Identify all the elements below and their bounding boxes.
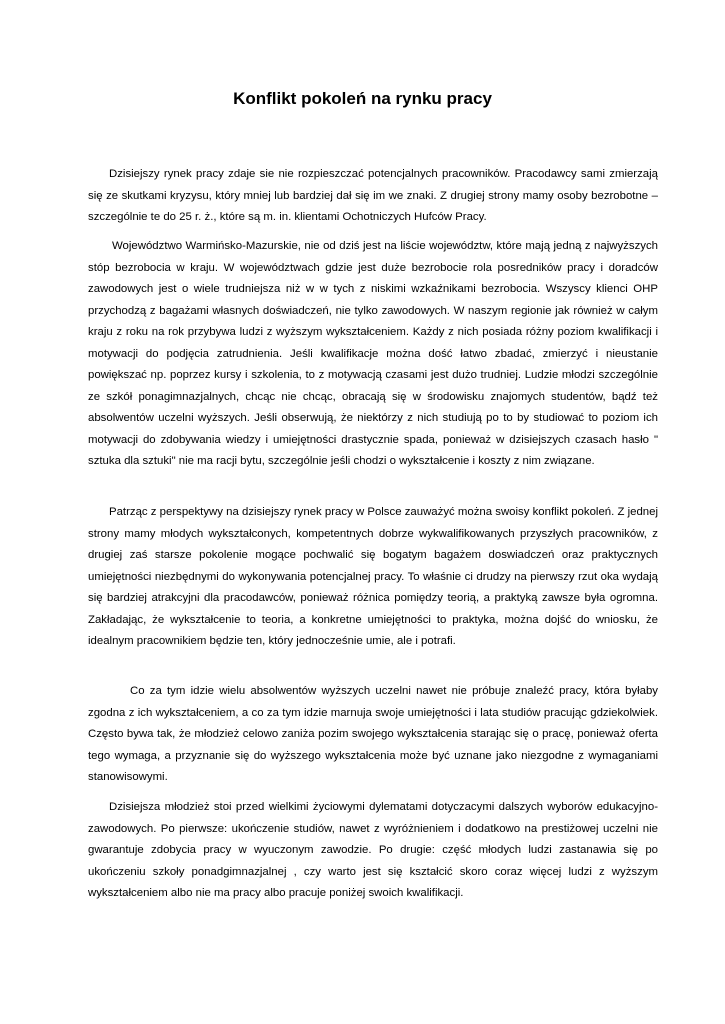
paragraph-4: Co za tym idzie wielu absolwentów wyższych uczelni nawet nie próbuje znaleźć pracy, która byłaby zgodna z ich wykształceniem, a co za tym idzie marnuja swoje umiejętności i lata studiów pracując gdziekolwiek. Często bywa tak, że młodzież celowo zaniża pozim swojego wykształcenia starając się o pracę, ponieważ oferta tego wymaga, a przyznanie się do wyższego wykształcenia może być uznane jako niezgodne z wymaganiami stanowisowymi.: [88, 685, 658, 783]
paragraph-5: Dzisiejsza młodzież stoi przed wielkimi życiowymi dylematami dotyczacymi dalszych wyborów edukacyjno-zawodowych. Po pierwsze: ukończenie studiów, nawet z wyróżnieniem i dodatkowo na prestiżowej uczelni nie gwarantuje zdobycia pracy w wyuczonym zawodzie. Po drugie: część młodych ludzi zastanawia się po ukończeniu szkoły ponadgimnazjalnej , czy warto jest się kształcić skoro coraz więcej ludzi z wyższym wykształceniem albo nie ma pracy albo pracuje poniżej swoich kwalifikacji.: [88, 801, 658, 899]
paragraph-3: Patrząc z perspektywy na dzisiejszy rynek pracy w Polsce zauważyć można swoisy konflikt pokoleń. Z jednej strony mamy młodych wykształconych, kompetentnych dobrze wykwalifikowanych przyszłych pracowników, z drugiej zaś starsze pokolenie mogące pochwalić się bogatym bagażem doswiadczeń oraz praktycznych umiejętności niezbędnymi do wykonywania potencjalnej pracy. To właśnie ci drudzy na pierwszy rzut oka wydają się bardziej atrakcyjni dla pracodawców, ponieważ różnica pomiędzy teorią, a praktyką zawsze była ogromna. Zakładając, że wykształcenie to teoria, a konkretne umiejętności to praktyka, można dojść do wniosku, że idealnym pracownikiem będzie ten, który jednocześnie umie, ale i potrafi.: [88, 506, 658, 647]
paragraph-2: Województwo Warmińsko-Mazurskie, nie od dziś jest na liście województw, które mają jedną z najwyższych stóp bezrobocia w kraju. W województwach gdzie jest duże bezrobocie rola posredników pracy i doradców zawodowych jest o wiele trudniejsza niż w w tych z niskimi wzkaźnikami bezrobocia. Wszyscy klienci OHP przychodzą z bagażami własnych doświadczeń, nie tylko zawodowych. W naszym regionie jak również w całym kraju z roku na rok przybywa ludzi z wyższym wykształceniem. Każdy z nich posiada różny poziom kwalifikacji i motywacji do podjęcia zatrudnienia. Jeśli kwalifikacje można dość łatwo zbadać, zmierzyć i nieustanie powiększać np. poprzez kursy i szkolenia, to z motywacją czasami jest dużo trudniej. Ludzie młodzi szczególnie ze szkół ponagimnazjalnych, chcąc nie chcąc, obracają się w środowisku znajomych studentów, bądź też absolwentów uczelni wyższych. Jeśli obserwują, że niektórzy z nich studiują po to by studiować to poziom ich motywacji do zdobywania wiedzy i umiejętności drastycznie spada, ponieważ w dzisiejszych czasach hasło " sztuka dla sztuki" nie ma racji bytu, szczególnie jeśli chodzi o wykształcenie i koszty z nim związane.: [88, 240, 658, 467]
paragraph-1: Dzisiejszy rynek pracy zdaje sie nie rozpieszczać potencjalnych pracowników. Pracodawcy sami zmierzają się ze skutkami kryzysu, który mniej lub bardziej dał się im we znaki. Z drugiej strony mamy osoby bezrobotne – szczególnie te do 25 r. ż., które są m. in. klientami Ochotniczych Hufców Pracy.: [88, 168, 658, 223]
document-title: Konflikt pokoleń na rynku pracy: [233, 89, 492, 108]
